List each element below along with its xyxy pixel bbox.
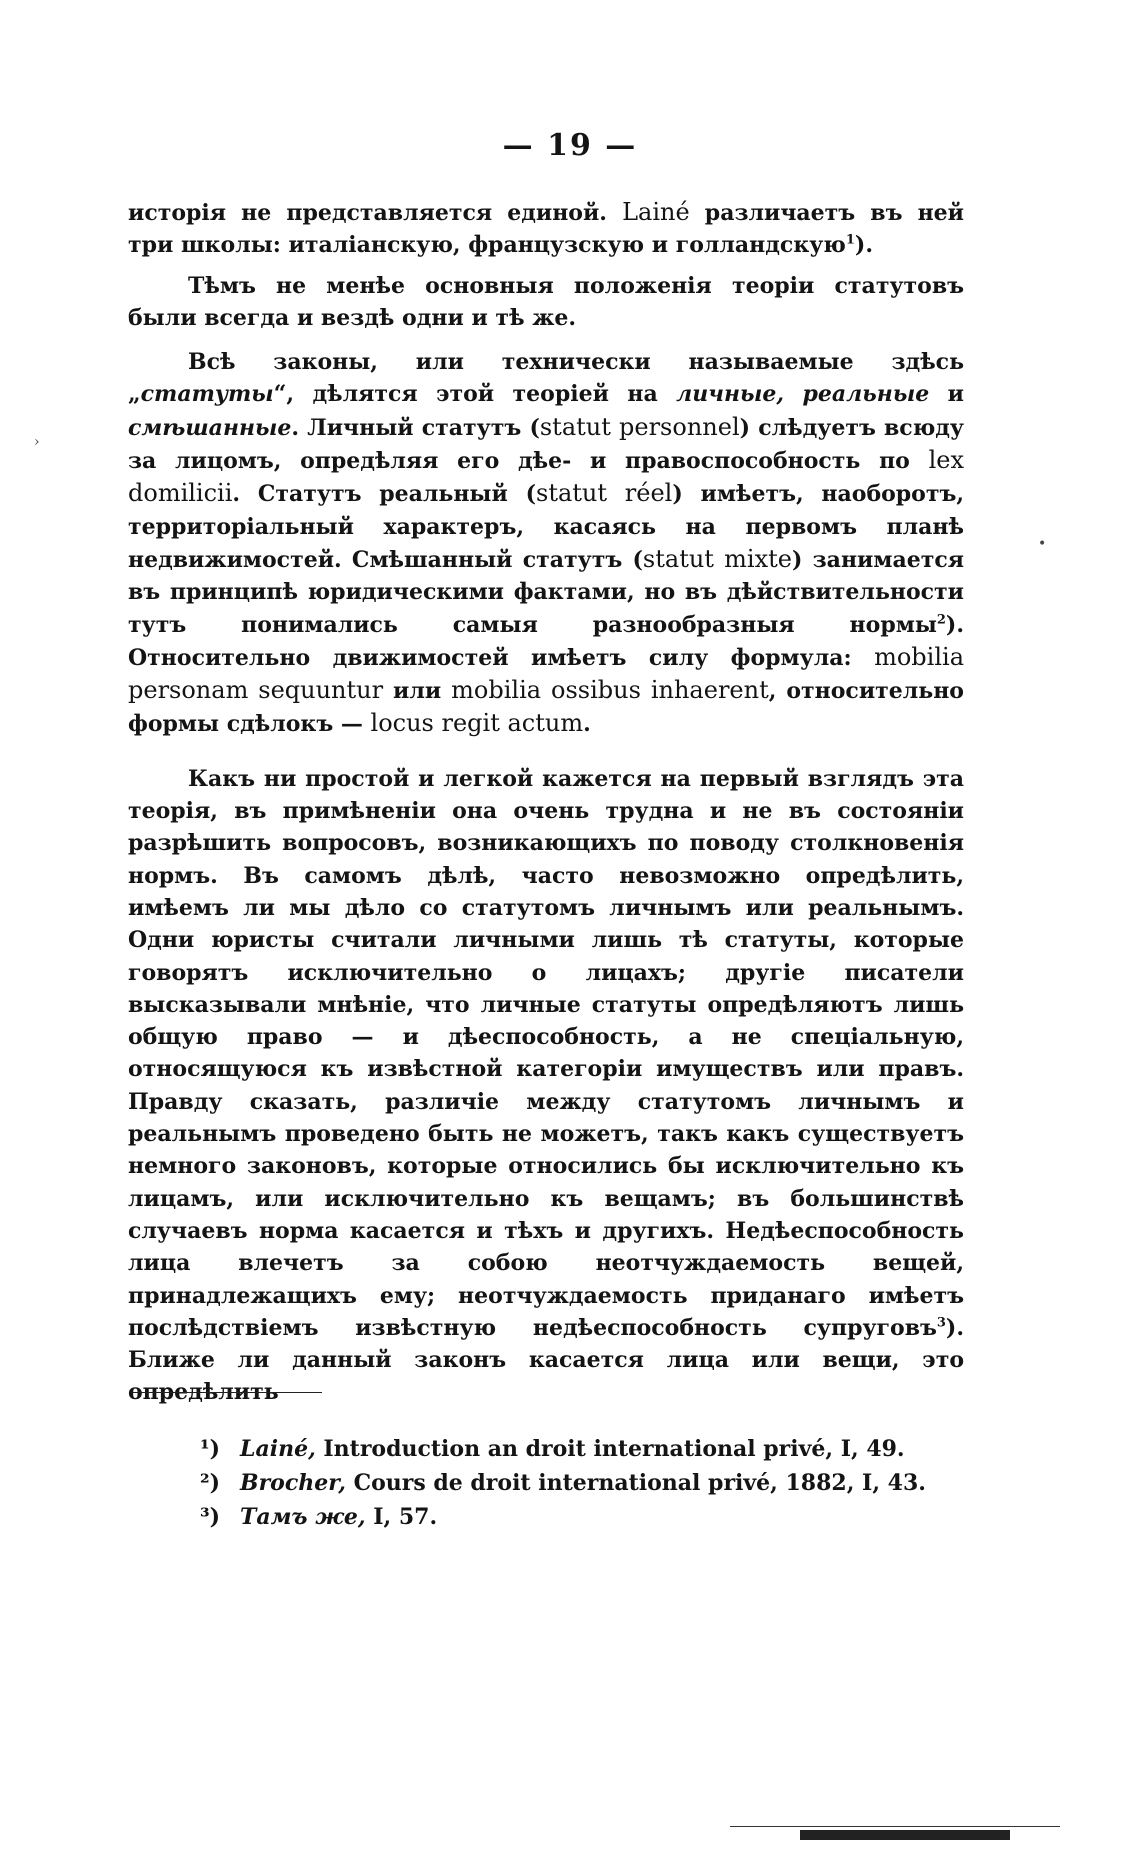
footnote-text: Cours de droit international privé, 1882, I, 43. — [345, 1470, 926, 1496]
body-text — [128, 196, 964, 1417]
footnote-2 — [200, 1466, 960, 1500]
bottom-scan-blot — [800, 1830, 1010, 1840]
bottom-scan-line — [730, 1826, 1060, 1827]
footnote-author: Brocher, — [240, 1470, 346, 1496]
footnotes — [200, 1432, 960, 1534]
margin-mark-right: • — [1038, 536, 1047, 552]
footnote-number: ³) — [200, 1504, 221, 1530]
footnote-text: I, 57. — [365, 1504, 438, 1530]
paragraph-3: Всѣ законы, или технически называемые здѣсь „статуты“, дѣлятся этой теоріей на личные, реальные и смѣшанные. Личный статутъ (statut personnel) слѣдуетъ всюду за лицомъ, опредѣляя его дѣе- и правоспособность по lex domilicii. Статутъ реальный (statut réel) имѣетъ, наоборотъ, территоріальный характеръ, касаясь на первомъ планѣ недвижимостей. Смѣшанный статутъ (statut mixte) занимается въ принципѣ юридическими фактами, но въ дѣйствительности тутъ понимались самыя разнообразныя нормы$^2$). Относительно движимостей имѣетъ силу формула: mobilia personam sequuntur или mobilia ossibus inhaerent, относительно формы сдѣлокъ — locus regit actum. — [128, 349, 965, 738]
paragraph-1: исторія не представляется единой. Lainé различаетъ въ ней три школы: италіанскую, французскую и голландскую$^1$). — [128, 198, 964, 259]
page-number: — 19 — — [502, 128, 638, 163]
footnote-number: ¹) — [200, 1436, 221, 1462]
footnote-3 — [200, 1500, 960, 1534]
margin-mark-left: › — [34, 434, 40, 450]
paragraph-2: Тѣмъ не менѣе основныя положенія теоріи статутовъ были всегда и вездѣ одни и тѣ же. — [128, 272, 964, 331]
footnote-number: ²) — [200, 1470, 221, 1496]
footnote-text: Introduction an droit international privé, I, 49. — [315, 1436, 905, 1462]
footnote-author: Тамъ же, — [240, 1504, 366, 1530]
paragraph-4: Какъ ни простой и легкой кажется на первый взглядъ эта теорія, въ примѣненіи она очень трудна и не въ состояніи разрѣшить вопросовъ, возникающихъ по поводу столкновенія нормъ. Въ самомъ дѣлѣ, часто невозможно опредѣлить, имѣемъ ли мы дѣло со статутомъ личнымъ или реальнымъ. Одни юристы считали личными лишь тѣ статуты, которые говорятъ исключительно о лицахъ; другіе писатели высказывали мнѣніе, что личные статуты опредѣляютъ лишь общую право — и дѣеспособность, а не спеціальную, относящуюся къ извѣстной категоріи имуществъ или правъ. Правду сказать, различіе между статутомъ личнымъ и реальнымъ проведено быть не можетъ, такъ какъ существуетъ немного законовъ, которые относились бы исключительно къ лицамъ, или исключительно къ вещамъ; въ большинствѣ случаевъ норма касается и тѣхъ и другихъ. Недѣеспособность лица влечетъ за собою неотчуждаемость вещей, принадлежащихъ ему; неотчуждаемость приданаго имѣетъ послѣдствіемъ извѣстную недѣеспособность супруговъ$^3$). Ближе ли данный законъ касается лица или вещи, это опредѣлить — [128, 765, 964, 1406]
footnote-separator — [132, 1392, 322, 1393]
footnote-author: Lainé, — [240, 1436, 316, 1462]
footnote-1 — [200, 1432, 960, 1466]
